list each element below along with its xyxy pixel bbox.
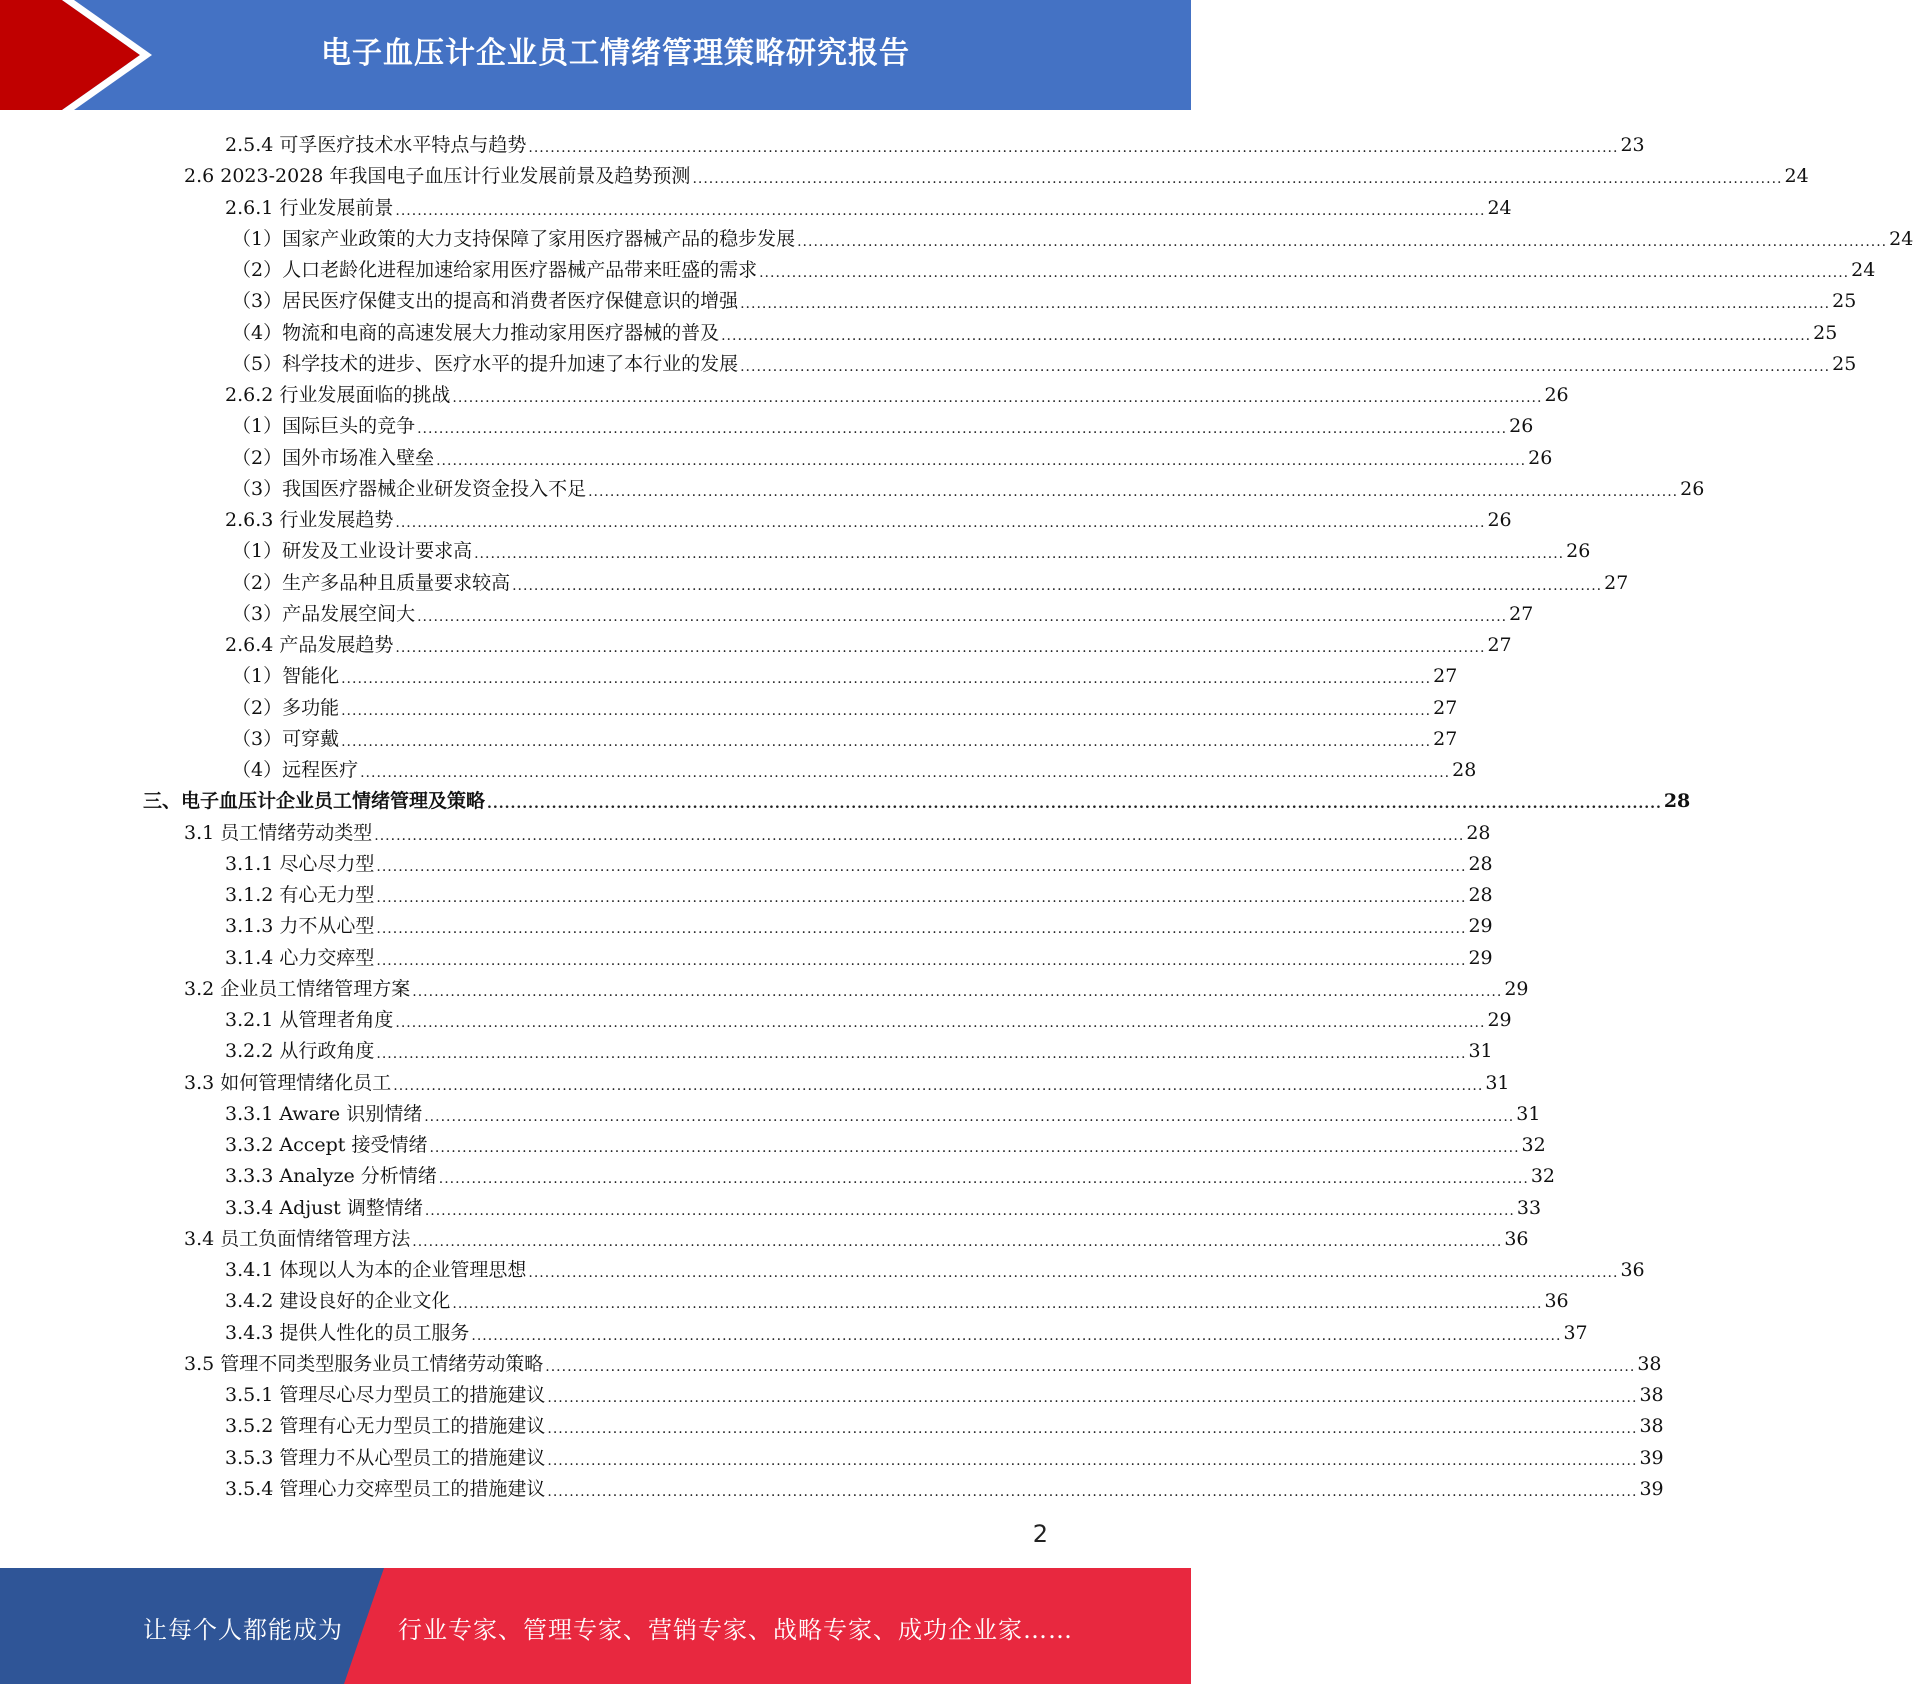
toc-entry-title: 2.6 2023-2028 年我国电子血压计行业发展前景及趋势预测 xyxy=(184,165,691,188)
toc-entry-page: 33 xyxy=(1516,1196,1542,1219)
toc-entry[interactable] xyxy=(225,1440,1664,1471)
toc-dot-leader: ........................................................................................................................................................................................................ xyxy=(429,1140,1520,1156)
toc-entry-title: 3.1.1 尽心尽力型 xyxy=(225,852,375,875)
toc-entry[interactable] xyxy=(225,1158,1556,1189)
toc-entry[interactable] xyxy=(184,815,1491,846)
toc-entry[interactable] xyxy=(225,1408,1664,1439)
toc-dot-leader: ........................................................................................................................................................................................................ xyxy=(360,765,1451,781)
toc-entry[interactable] xyxy=(225,1190,1542,1221)
toc-entry[interactable] xyxy=(225,940,1493,971)
toc-entry-title: 3.1 员工情绪劳动类型 xyxy=(184,821,373,844)
toc-entry-page: 26 xyxy=(1680,477,1705,500)
toc-dot-leader: ........................................................................................................................................................................................................ xyxy=(412,1233,1503,1250)
toc-entry[interactable] xyxy=(184,1346,1662,1377)
toc-entry-page: 31 xyxy=(1468,1040,1493,1063)
toc-entry-page: 26 xyxy=(1487,509,1512,531)
toc-entry-title: 3.3.3 Analyze 分析情绪 xyxy=(225,1165,437,1188)
toc-dot-leader: ........................................................................................................................................................................................................ xyxy=(376,1046,1467,1063)
toc-dot-leader: ........................................................................................................................................................................................................ xyxy=(474,546,1565,563)
toc-entry[interactable] xyxy=(225,1252,1645,1283)
toc-dot-leader: ........................................................................................................................................................................................................ xyxy=(487,796,1662,813)
toc-dot-leader: ........................................................................................................................................................................................................ xyxy=(740,296,1831,313)
toc-entry-page: 25 xyxy=(1813,321,1838,344)
toc-entry-title: 3.4.2 建设良好的企业文化 xyxy=(225,1290,451,1313)
toc-dot-leader: ........................................................................................................................................................................................................ xyxy=(692,171,1783,188)
toc-entry[interactable] xyxy=(225,627,1512,658)
toc-entry[interactable] xyxy=(225,908,1493,939)
toc-entry-title: 3.1.2 有心无力型 xyxy=(225,884,375,906)
toc-dot-leader: ........................................................................................................................................................................................................ xyxy=(547,1390,1638,1406)
toc-entry-page: 29 xyxy=(1487,1009,1512,1031)
toc-entry-title: 3.1.4 心力交瘁型 xyxy=(225,946,375,969)
toc-entry-page: 38 xyxy=(1637,1352,1662,1375)
toc-entry-page: 26 xyxy=(1566,540,1591,563)
toc-entry-title: 3.1.3 力不从心型 xyxy=(225,915,375,938)
toc-dot-leader: ........................................................................................................................................................................................................ xyxy=(395,202,1486,219)
toc-entry-page: 23 xyxy=(1620,134,1645,156)
toc-entry[interactable] xyxy=(225,502,1512,533)
toc-entry-page: 39 xyxy=(1639,1446,1664,1469)
toc-entry[interactable] xyxy=(225,1315,1588,1346)
toc-dot-leader: ........................................................................................................................................................................................................ xyxy=(376,921,1467,938)
toc-entry-page: 32 xyxy=(1521,1134,1546,1156)
toc-dot-leader: ........................................................................................................................................................................................................ xyxy=(341,671,1432,688)
toc-entry-title: （4）物流和电商的高速发展大力推动家用医疗器械的普及 xyxy=(232,321,720,344)
toc-entry-page: 26 xyxy=(1528,446,1553,469)
toc-entry-page: 26 xyxy=(1509,415,1534,438)
toc-dot-leader: ........................................................................................................................................................................................................ xyxy=(545,1358,1636,1375)
toc-entry-title: 3.4 员工负面情绪管理方法 xyxy=(184,1227,411,1250)
toc-entry-page: 28 xyxy=(1468,884,1493,906)
toc-entry[interactable] xyxy=(232,221,1913,252)
toc-entry[interactable] xyxy=(225,127,1645,158)
toc-dot-leader: ........................................................................................................................................................................................................ xyxy=(424,1108,1515,1125)
toc-entry-title: 3.5.2 管理有心无力型员工的措施建议 xyxy=(225,1415,546,1438)
toc-dot-leader: ........................................................................................................................................................................................................ xyxy=(528,1265,1619,1281)
toc-entry-title: 3.5.4 管理心力交瘁型员工的措施建议 xyxy=(225,1477,546,1500)
page-footer xyxy=(0,1568,1191,1684)
toc-dot-leader: ........................................................................................................................................................................................................ xyxy=(471,1327,1562,1344)
page-number: 2 xyxy=(1032,1520,1048,1548)
toc-entry-page: 38 xyxy=(1639,1415,1664,1438)
toc-dot-leader: ........................................................................................................................................................................................................ xyxy=(547,1452,1638,1469)
toc-entry-page: 24 xyxy=(1889,227,1913,250)
toc-entry[interactable] xyxy=(232,533,1591,564)
toc-entry[interactable] xyxy=(184,1221,1529,1252)
toc-entry-title: 2.6.4 产品发展趋势 xyxy=(225,634,394,656)
toc-dot-leader: ........................................................................................................................................................................................................ xyxy=(376,858,1467,875)
toc-entry-title: 2.6.2 行业发展面临的挑战 xyxy=(225,384,451,406)
toc-dot-leader: ........................................................................................................................................................................................................ xyxy=(376,952,1467,969)
toc-entry-title: （5）科学技术的进步、医疗水平的提升加速了本行业的发展 xyxy=(232,352,739,375)
toc-dot-leader: ........................................................................................................................................................................................................ xyxy=(417,421,1508,438)
toc-entry[interactable] xyxy=(232,752,1477,783)
toc-entry[interactable] xyxy=(225,1127,1546,1158)
toc-dot-leader: ........................................................................................................................................................................................................ xyxy=(740,358,1831,375)
toc-entry-page: 24 xyxy=(1851,259,1876,281)
toc-entry-title: （2）国外市场准入壁垒 xyxy=(232,446,435,469)
toc-entry-title: （3）产品发展空间大 xyxy=(232,602,416,625)
toc-entry-title: 3.5.3 管理力不从心型员工的措施建议 xyxy=(225,1446,546,1469)
toc-entry-title: （2）多功能 xyxy=(232,696,340,719)
toc-entry-page: 28 xyxy=(1663,790,1691,813)
toc-dot-leader: ........................................................................................................................................................................................................ xyxy=(395,1015,1486,1031)
toc-dot-leader: ........................................................................................................................................................................................................ xyxy=(436,452,1527,469)
toc-entry-title: （3）我国医疗器械企业研发资金投入不足 xyxy=(232,477,587,500)
toc-entry-title: （3）可穿戴 xyxy=(232,727,340,750)
page-header xyxy=(0,0,1191,110)
toc-entry-title: （2）生产多品种且质量要求较高 xyxy=(232,571,511,594)
toc-entry[interactable] xyxy=(225,1283,1569,1314)
toc-entry[interactable] xyxy=(225,1377,1664,1408)
toc-entry[interactable] xyxy=(232,721,1458,752)
toc-dot-leader: ........................................................................................................................................................................................................ xyxy=(417,608,1508,625)
toc-dot-leader: ........................................................................................................................................................................................................ xyxy=(438,1171,1529,1188)
toc-entry-title: 3.5 管理不同类型服务业员工情绪劳动策略 xyxy=(184,1352,544,1375)
toc-entry[interactable] xyxy=(232,315,1838,346)
toc-dot-leader: ........................................................................................................................................................................................................ xyxy=(395,515,1486,531)
toc-entry-page: 25 xyxy=(1832,352,1857,375)
toc-entry[interactable] xyxy=(225,1002,1512,1033)
toc-entry-title: （2）人口老龄化进程加速给家用医疗器械产品带来旺盛的需求 xyxy=(232,259,758,281)
toc-entry[interactable] xyxy=(225,877,1493,908)
toc-entry-page: 28 xyxy=(1466,821,1491,844)
toc-entry-page: 36 xyxy=(1620,1259,1645,1281)
toc-entry[interactable] xyxy=(225,1471,1664,1502)
toc-dot-leader: ........................................................................................................................................................................................................ xyxy=(424,1202,1515,1219)
toc-entry-page: 24 xyxy=(1487,196,1512,219)
toc-entry-title: 3.3 如何管理情绪化员工 xyxy=(184,1071,392,1094)
toc-entry[interactable] xyxy=(232,346,1857,377)
toc-entry-page: 29 xyxy=(1468,946,1493,969)
toc-entry[interactable] xyxy=(225,846,1493,877)
toc-entry[interactable] xyxy=(232,440,1553,471)
toc-dot-leader: ........................................................................................................................................................................................................ xyxy=(797,233,1888,250)
toc-entry-title: 3.2 企业员工情绪管理方案 xyxy=(184,977,411,1000)
toc-entry[interactable] xyxy=(232,283,1857,314)
toc-entry-title: 三、电子血压计企业员工情绪管理及策略 xyxy=(143,790,486,813)
toc-entry-page: 27 xyxy=(1604,571,1629,594)
toc-entry[interactable] xyxy=(232,408,1534,439)
toc-entry-page: 29 xyxy=(1504,977,1529,1000)
toc-entry-page: 27 xyxy=(1509,602,1534,625)
toc-dot-leader: ........................................................................................................................................................................................................ xyxy=(452,390,1543,406)
toc-dot-leader: ........................................................................................................................................................................................................ xyxy=(759,265,1850,281)
toc-dot-leader: ........................................................................................................................................................................................................ xyxy=(412,983,1503,1000)
toc-entry-page: 28 xyxy=(1468,852,1493,875)
toc-dot-leader: ........................................................................................................................................................................................................ xyxy=(528,140,1619,156)
toc-dot-leader: ........................................................................................................................................................................................................ xyxy=(547,1421,1638,1438)
toc-entry-page: 27 xyxy=(1433,696,1458,719)
toc-entry[interactable] xyxy=(232,565,1629,596)
toc-entry-title: （4）远程医疗 xyxy=(232,759,359,781)
toc-entry-title: 3.4.1 体现以人为本的企业管理思想 xyxy=(225,1259,527,1281)
toc-entry[interactable] xyxy=(232,658,1458,689)
toc-entry-page: 31 xyxy=(1485,1071,1510,1094)
toc-entry[interactable] xyxy=(232,596,1534,627)
toc-entry-title: （1）智能化 xyxy=(232,665,340,688)
toc-entry-page: 29 xyxy=(1468,915,1493,938)
toc-dot-leader: ........................................................................................................................................................................................................ xyxy=(512,577,1603,594)
toc-entry[interactable] xyxy=(232,690,1458,721)
toc-entry-title: 2.6.1 行业发展前景 xyxy=(225,196,394,219)
toc-entry[interactable] xyxy=(184,971,1529,1002)
toc-entry-title: 3.2.1 从管理者角度 xyxy=(225,1009,394,1031)
toc-entry-title: 2.6.3 行业发展趋势 xyxy=(225,509,394,531)
toc-entry-title: 3.4.3 提供人性化的员工服务 xyxy=(225,1321,470,1344)
toc-entry-page: 28 xyxy=(1452,759,1477,781)
toc-entry-page: 37 xyxy=(1563,1321,1588,1344)
footer-slogan-right: 行业专家、管理专家、营销专家、战略专家、成功企业家…… xyxy=(398,1616,1073,1644)
toc-entry-page: 26 xyxy=(1544,384,1569,406)
toc-dot-leader: ........................................................................................................................................................................................................ xyxy=(341,733,1432,750)
toc-entry-title: （1）国际巨头的竞争 xyxy=(232,415,416,438)
toc-entry-page: 24 xyxy=(1784,165,1809,188)
toc-dot-leader: ........................................................................................................................................................................................................ xyxy=(452,1296,1543,1313)
toc-entry-title: （1）国家产业政策的大力支持保障了家用医疗器械产品的稳步发展 xyxy=(232,227,796,250)
toc-dot-leader: ........................................................................................................................................................................................................ xyxy=(721,327,1812,344)
toc-entry-page: 27 xyxy=(1487,634,1512,656)
toc-entry-page: 36 xyxy=(1544,1290,1569,1313)
toc-entry-page: 31 xyxy=(1516,1102,1541,1125)
toc-entry-title: （1）研发及工业设计要求高 xyxy=(232,540,473,563)
toc-dot-leader: ........................................................................................................................................................................................................ xyxy=(393,1077,1484,1094)
toc-dot-leader: ........................................................................................................................................................................................................ xyxy=(547,1483,1638,1500)
toc-dot-leader: ........................................................................................................................................................................................................ xyxy=(588,483,1679,500)
toc-dot-leader: ........................................................................................................................................................................................................ xyxy=(341,702,1432,719)
toc-entry[interactable] xyxy=(225,1096,1541,1127)
toc-entry-page: 25 xyxy=(1832,290,1857,313)
toc-entry-title: （3）居民医疗保健支出的提高和消费者医疗保健意识的增强 xyxy=(232,290,739,313)
toc-entry[interactable] xyxy=(225,377,1569,408)
toc-entry[interactable] xyxy=(225,190,1512,221)
toc-entry[interactable] xyxy=(184,158,1809,189)
toc-dot-leader: ........................................................................................................................................................................................................ xyxy=(395,640,1486,656)
toc-entry-title: 3.3.4 Adjust 调整情绪 xyxy=(225,1196,423,1219)
toc-entry-page: 27 xyxy=(1433,727,1458,750)
report-title: 电子血压计企业员工情绪管理策略研究报告 xyxy=(321,36,910,71)
toc-entry[interactable] xyxy=(143,783,1691,814)
toc-entry[interactable] xyxy=(184,1065,1510,1096)
toc-entry[interactable] xyxy=(225,1033,1493,1064)
toc-entry[interactable] xyxy=(232,471,1705,502)
toc-entry-title: 3.3.1 Aware 识别情绪 xyxy=(225,1102,423,1125)
toc-entry-page: 32 xyxy=(1530,1165,1556,1188)
toc-dot-leader: ........................................................................................................................................................................................................ xyxy=(374,827,1465,844)
toc-entry-page: 39 xyxy=(1639,1477,1664,1500)
toc-entry-title: 3.5.1 管理尽心尽力型员工的措施建议 xyxy=(225,1384,546,1406)
toc-entry-title: 3.3.2 Accept 接受情绪 xyxy=(225,1134,428,1156)
toc-entry-page: 36 xyxy=(1504,1227,1529,1250)
toc-entry[interactable] xyxy=(232,252,1876,283)
toc-entry-page: 27 xyxy=(1433,665,1458,688)
toc-entry-title: 2.5.4 可孚医疗技术水平特点与趋势 xyxy=(225,134,527,156)
toc-dot-leader: ........................................................................................................................................................................................................ xyxy=(376,890,1467,906)
footer-slogan-left: 让每个人都能成为 xyxy=(143,1616,343,1644)
toc-entry-title: 3.2.2 从行政角度 xyxy=(225,1040,375,1063)
toc-entry-page: 38 xyxy=(1639,1384,1664,1406)
